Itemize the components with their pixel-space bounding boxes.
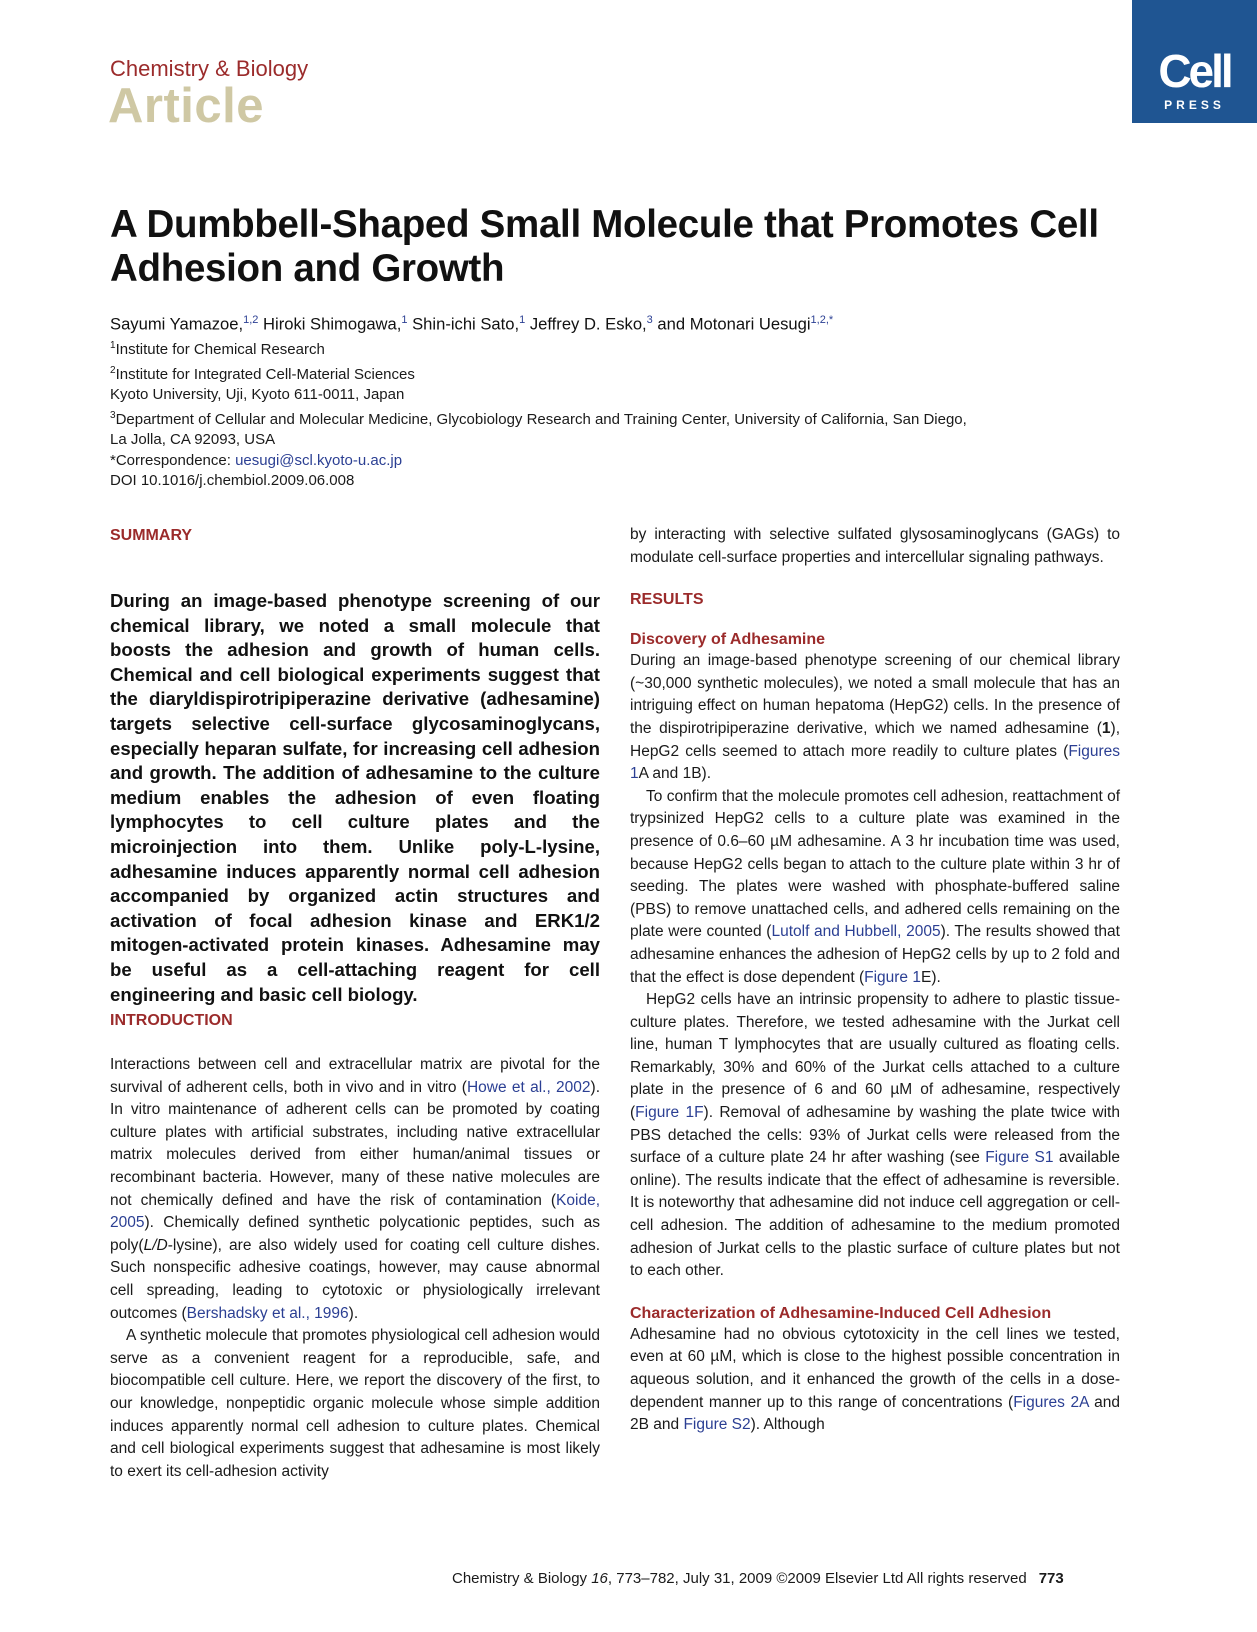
page-number: 773 <box>1038 1570 1064 1587</box>
author-name: Hiroki Shimogawa, <box>258 314 402 334</box>
summary-text: During an image-based phenotype screening of our chemical library, we noted a small molecule that boosts the adhesion and growth of human cells. Chemical and cell biological experiments suggest that the diaryldispirotripiperazine derivative (adhesamine) targets selective cell-surface glycosaminoglycans, especially heparan sulfate, for increasing cell adhesion and growth. The addition of adhesamine to the culture medium enables the adhesion of even floating lymphocytes to cell culture plates and the microinjection into them. Unlike poly-L-lysine, adhesamine induces apparently normal cell adhesion accompanied by organized actin structures and activation of focal adhesion kinase and ERK1/2 mitogen-activated protein kinases. Adhesamine may be useful as a cell-attaching reagent for cell engineering and basic cell biology. <box>110 590 600 1005</box>
citation-link[interactable]: Bershadsky et al., 1996 <box>186 1304 349 1322</box>
correspondence: *Correspondence: uesugi@scl.kyoto-u.ac.jp <box>110 451 403 469</box>
author-name: Shin-ichi Sato, <box>407 314 520 334</box>
citation-link[interactable]: Howe et al., 2002 <box>466 1078 591 1096</box>
results-paragraph-1: During an image-based phenotype screening of our chemical library (~30,000 synthetic molecules), we noted a small molecule that has an intriguing effect on human hepatoma (HepG2) cells. In the presence of the dispirotripiperazine derivative, which we named adhesamine (1), HepG2 cells seemed to attach more readily to culture plates (Figures 1A and 1B). <box>630 652 1120 783</box>
author-affil-ref[interactable]: 1 <box>519 314 526 326</box>
right-column <box>630 524 1120 1437</box>
introduction-heading: INTRODUCTION <box>110 1012 233 1029</box>
author-affil-ref[interactable]: 1,2 <box>243 314 259 326</box>
affiliation-3-address: La Jolla, CA 92093, USA <box>110 431 276 448</box>
summary-heading: SUMMARY <box>110 527 193 544</box>
affiliation-1: $^1$Institute for Chemical Research <box>110 340 325 358</box>
figure-link[interactable]: Figure 1F <box>635 1104 704 1122</box>
results-paragraph-2: To confirm that the molecule promotes cell adhesion, reattachment of trypsinized HepG2 cells to a culture plate was examined in the presence of 0.6–60 µM adhesamine. A 3 hr incubation time was used, because HepG2 cells began to attach to the culture plate within 3 hr of seeding. The plates were washed with phosphate-buffered saline (PBS) to remove unattached cells, and adhered cells remaining on the plate were counted (Lutolf and Hubbell, 2005). The results showed that adhesamine enhances the adhesion of HepG2 cells by up to 2 fold and that the effect is dose dependent (Figure 1E). <box>630 787 1120 986</box>
results-paragraph-4: Adhesamine had no obvious cytotoxicity in the cell lines we tested, even at 60 µM, which is close to the highest possible concentration in aqueous solution, and it enhanced the growth of the cells in a dose-dependent manner up to this range of concentrations (Figures 2A and 2B and Figure S2). Although <box>630 1325 1120 1434</box>
affiliation-3: $^3$Department of Cellular and Molecular Medicine, Glycobiology Research and Training Center, University of California, San Diego, <box>110 409 967 428</box>
results-heading: RESULTS <box>630 591 704 609</box>
author-affil-ref[interactable]: 3 <box>646 314 653 326</box>
author-affil-ref[interactable]: 1 <box>401 314 408 326</box>
intro-continuation: by interacting with selective sulfated glysosaminoglycans (GAGs) to modulate cell-surface properties and intercellular signaling pathways. <box>630 526 1120 566</box>
intro-paragraph-1: Interactions between cell and extracellular matrix are pivotal for the survival of adherent cells, both in vivo and in vitro (Howe et al., 2002). In vitro maintenance of adherent cells can be promoted by coating culture plates with artificial substrates, including native extracellular matrix molecules derived from either human/animal tissues or recombinant bacteria. However, many of these native molecules are not chemically defined and have the risk of contamination (Koide, 2005). Chemically defined synthetic polycationic peptides, such as poly(L/D-lysine), are also widely used for coating cell culture dishes. Such nonspecific adhesive coatings, however, may cause abnormal cell spreading, leading to cytotoxic or physiologically irrelevant outcomes (Bershadsky et al., 1996). <box>110 1056 600 1322</box>
figure-link[interactable]: Figure S2 <box>683 1416 751 1434</box>
author-name: Jeffrey D. Esko, <box>525 314 647 334</box>
journal-name: Chemistry & Biology <box>110 56 309 81</box>
article-type: Article <box>108 79 265 133</box>
affiliations <box>110 336 1150 492</box>
results-paragraph-3: HepG2 cells have an intrinsic propensity to adhere to plastic tissue-culture plates. Therefore, we tested adhesamine with the Jurkat cell line, human T lymphocytes that are usually cultured as floating cells. Remarkably, 30% and 60% of the Jurkat cells attached to a culture plate in the presence of 6 and 60 µM of adhesamine, respectively (Figure 1F). Removal of adhesamine by washing the plate twice with PBS detached the cells: 93% of Jurkat cells were released from the surface of a culture plate 24 hr after washing (see Figure S1 available online). The results indicate that the effect of adhesamine is reversible. It is noteworthy that adhesamine did not induce cell aggregation or cell-cell adhesion. The addition of adhesamine to the medium promoted adhesion of Jurkat cells to the plastic surface of culture plates but not to each other. <box>630 991 1120 1280</box>
figure-link[interactable]: Figure 1 <box>864 968 921 986</box>
intro-paragraph-2: A synthetic molecule that promotes physiological cell adhesion would serve as a convenient reagent for a reproducible, safe, and biocompatible cell culture. Here, we report the discovery of the first, to our knowledge, nonpeptidic organic molecule whose simple addition induces apparently normal cell adhesion to culture plates. Chemical and cell biological experiments suggest that adhesamine is most likely to exert its cell-adhesion activity <box>110 1327 600 1480</box>
subsection-heading-discovery: Discovery of Adhesamine <box>630 631 826 649</box>
citation-link[interactable]: Lutolf and Hubbell, 2005 <box>771 923 941 941</box>
author-name: Sayumi Yamazoe, <box>110 314 244 334</box>
figure-link[interactable]: Figure S1 <box>985 1149 1054 1167</box>
author-affil-ref[interactable]: 1,2,* <box>810 314 834 326</box>
logo-sub-text: PRESS <box>1164 98 1225 112</box>
subsection-heading-characterization: Characterization of Adhesamine-Induced Cell Adhesion <box>630 1304 1052 1322</box>
affiliation-2: $^2$Institute for Integrated Cell-Material Sciences <box>110 364 415 383</box>
author-name: and Motonari Uesugi <box>652 314 811 334</box>
figure-link[interactable]: Figures 2A <box>1013 1393 1089 1411</box>
affiliation-2-address: Kyoto University, Uji, Kyoto 611-0011, Japan <box>110 386 405 403</box>
logo-main-text: Cell <box>1158 45 1231 97</box>
introduction-body <box>110 1054 600 1483</box>
doi: DOI 10.1016/j.chembiol.2009.06.008 <box>110 472 355 489</box>
page-footer: Chemistry & Biology 16, 773–782, July 31, 2009 ©2009 Elsevier Ltd All rights reserved 773 <box>452 1570 1064 1587</box>
figure-link[interactable]: Figures 1 <box>630 742 1120 783</box>
author-list <box>110 314 833 335</box>
correspondence-email-link[interactable]: uesugi@scl.kyoto-u.ac.jp <box>235 451 403 469</box>
citation-link[interactable]: Koide, 2005 <box>110 1191 600 1232</box>
article-title: A Dumbbell-Shaped Small Molecule that Promotes Cell Adhesion and Growth <box>110 203 1099 290</box>
cell-press-logo <box>1132 0 1257 123</box>
